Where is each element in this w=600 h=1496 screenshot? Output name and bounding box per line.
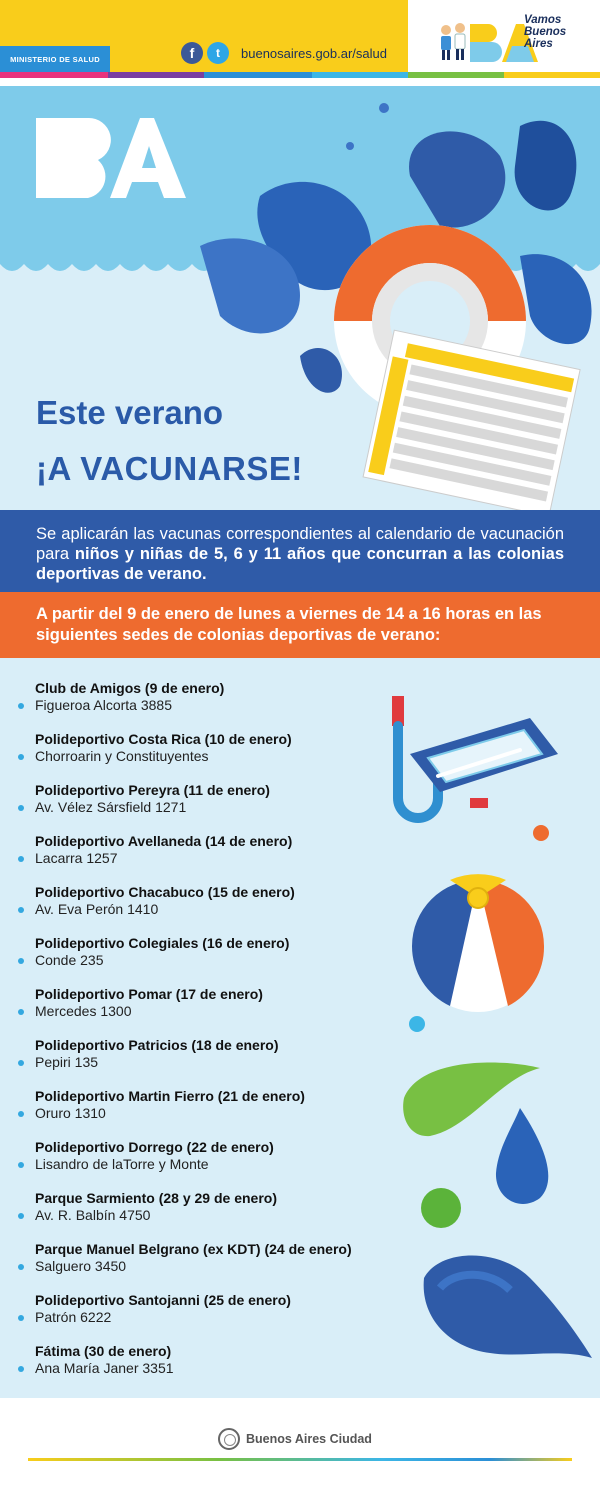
hero-title-line2: ¡A VACUNARSE!: [36, 450, 303, 487]
vaccination-info-bold: niños y niñas de 5, 6 y 11 años que concurran a las colonias deportivas de verano.: [36, 545, 564, 583]
venue-address: Oruro 1310: [35, 1105, 106, 1121]
venue-name: Polideportivo Martin Fierro (21 de enero): [35, 1088, 305, 1104]
header-color-stripe: [0, 72, 600, 78]
venue-name: Club de Amigos (9 de enero): [35, 680, 225, 696]
site-url-link[interactable]: buenosaires.gob.ar/salud: [241, 45, 387, 61]
bullet-icon: [18, 958, 24, 964]
snorkel-mask-icon: [392, 696, 558, 818]
venue-address: Lacarra 1257: [35, 850, 118, 866]
footer-logo-text: Buenos Aires Ciudad: [246, 1432, 372, 1446]
bullet-icon: [18, 1264, 24, 1270]
venue-address: Av. R. Balbín 4750: [35, 1207, 151, 1223]
venue-name: Polideportivo Costa Rica (10 de enero): [35, 731, 292, 747]
venue-name: Fátima (30 de enero): [35, 1343, 172, 1359]
venue-name: Polideportivo Colegiales (16 de enero): [35, 935, 290, 951]
vamos-ba-logo-text: Vamos Buenos Aires: [524, 14, 567, 50]
venue-address: Pepiri 135: [35, 1054, 99, 1070]
venue-address: Av. Vélez Sársfield 1271: [35, 799, 187, 815]
facebook-icon[interactable]: f: [181, 42, 203, 64]
venue-address: Mercedes 1300: [35, 1003, 132, 1019]
bullet-icon: [18, 703, 24, 709]
ministry-label: MINISTERIO DE SALUD: [0, 46, 110, 72]
venue-name: Parque Sarmiento (28 y 29 de enero): [35, 1190, 277, 1206]
venue-name: Polideportivo Pomar (17 de enero): [35, 986, 263, 1002]
vaccination-info-text: Se aplicarán las vacunas correspondientes al calendario de vacunación para: [36, 525, 564, 563]
footer: [0, 1398, 600, 1496]
ba-brand-mark: [36, 118, 111, 198]
footer-logo: [218, 1428, 372, 1450]
hero-section: [0, 86, 600, 510]
vamos-ba-logo: [436, 12, 596, 68]
hero-title-line1: Este verano: [36, 394, 224, 431]
bullet-icon: [18, 1009, 24, 1015]
venue-address: Conde 235: [35, 952, 104, 968]
city-seal-icon: [218, 1428, 240, 1450]
venue-name: Polideportivo Chacabuco (15 de enero): [35, 884, 295, 900]
bullet-icon: [18, 1162, 24, 1168]
venue-name: Polideportivo Dorrego (22 de enero): [35, 1139, 274, 1155]
venue-address: Chorroarin y Constituyentes: [35, 748, 209, 764]
bullet-icon: [18, 1060, 24, 1066]
venue-list: [0, 658, 600, 1398]
venue-name: Parque Manuel Belgrano (ex KDT) (24 de enero): [35, 1241, 352, 1257]
twitter-icon[interactable]: t: [207, 42, 229, 64]
venue-name: Polideportivo Santojanni (25 de enero): [35, 1292, 291, 1308]
bullet-icon: [18, 1366, 24, 1372]
bullet-icon: [18, 1213, 24, 1219]
beach-ball-icon: [412, 874, 544, 1012]
venue-decorations: [0, 658, 600, 1398]
venue-name: Polideportivo Pereyra (11 de enero): [35, 782, 270, 798]
social-links: [181, 42, 387, 64]
hero-illustration: [0, 86, 600, 510]
footer-color-stripe: [28, 1458, 572, 1461]
schedule-info: A partir del 9 de enero de lunes a viernes de 14 a 16 horas en las siguientes sedes de colonias deportivas de verano:: [0, 592, 600, 658]
bullet-icon: [18, 907, 24, 913]
venue-address: Lisandro de laTorre y Monte: [35, 1156, 209, 1172]
venue-address: Salguero 3450: [35, 1258, 127, 1274]
venue-name: Polideportivo Avellaneda (14 de enero): [35, 833, 293, 849]
vaccination-info: [0, 510, 600, 592]
venue-address: Figueroa Alcorta 3885: [35, 697, 172, 713]
venue-address: Av. Eva Perón 1410: [35, 901, 159, 917]
venue-name: Polideportivo Patricios (18 de enero): [35, 1037, 279, 1053]
bullet-icon: [18, 1111, 24, 1117]
bullet-icon: [18, 856, 24, 862]
bullet-icon: [18, 754, 24, 760]
header: [0, 0, 600, 86]
venue-address: Ana María Janer 3351: [35, 1360, 174, 1376]
venue-address: Patrón 6222: [35, 1309, 112, 1325]
bullet-icon: [18, 1315, 24, 1321]
bullet-icon: [18, 805, 24, 811]
